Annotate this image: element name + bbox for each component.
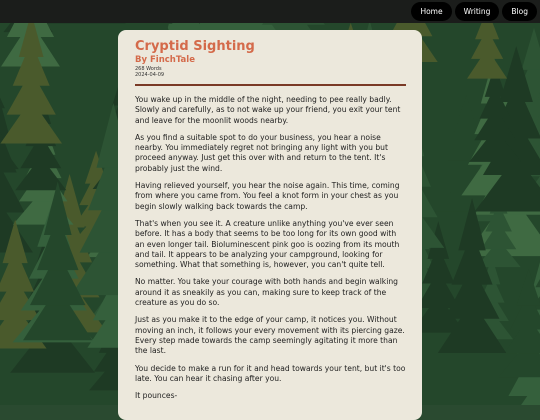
nav-menu (411, 2, 537, 21)
story-date: 2024-04-09 (135, 72, 406, 78)
story-word-count: 268 Words (135, 66, 406, 72)
story-paragraph: Having relieved yourself, you hear the noise again. This time, coming from where you came from. You feel a knot form in your chest as you begin slowly walking back towards the camp. (135, 181, 406, 212)
story-paragraph: Just as you make it to the edge of your camp, it notices you. Without moving an inch, it follows your every movement with its piercing gaze. Every step made towards the camp seemingly agitating it more than the last. (135, 315, 406, 356)
story-paragraph: It pounces- (135, 391, 406, 401)
nav-writing-link[interactable]: Writing (455, 2, 500, 21)
nav-home-link[interactable]: Home (411, 2, 451, 21)
nav-blog-link[interactable]: Blog (502, 2, 537, 21)
story-body (135, 95, 406, 401)
story-paragraph: You wake up in the middle of the night, needing to pee really badly. Slowly and carefully, as to not wake up your friend, you exit your tent and leave for the moonlit woods nearby. (135, 95, 406, 126)
story-card (118, 30, 422, 420)
story-paragraph: You decide to make a run for it and head towards your tent, but it's too late. You can hear it chasing after you. (135, 364, 406, 385)
story-paragraph: That's when you see it. A creature unlike anything you've ever seen before. It has a body that seems to be too long for its own good with an even longer tail. Bioluminescent pink goo is oozing from its mouth and tail. It appears to be analyzing your campground, looking for something. What that something is, however, you can't quite tell. (135, 219, 406, 270)
story-paragraph: No matter. You take your courage with both hands and begin walking around it as sneakily as you can, making sure to keep track of the creature as you do so. (135, 277, 406, 308)
top-navigation-bar (0, 0, 540, 23)
story-paragraph: As you find a suitable spot to do your business, you hear a noise nearby. You immediately regret not bringing any light with you but proceed anyway. Just get this over with and return to the tent. It's probably just the wind. (135, 133, 406, 174)
story-title: Cryptid Sighting (135, 39, 406, 54)
title-divider (135, 84, 406, 86)
story-author[interactable]: By FinchTale (135, 55, 406, 66)
